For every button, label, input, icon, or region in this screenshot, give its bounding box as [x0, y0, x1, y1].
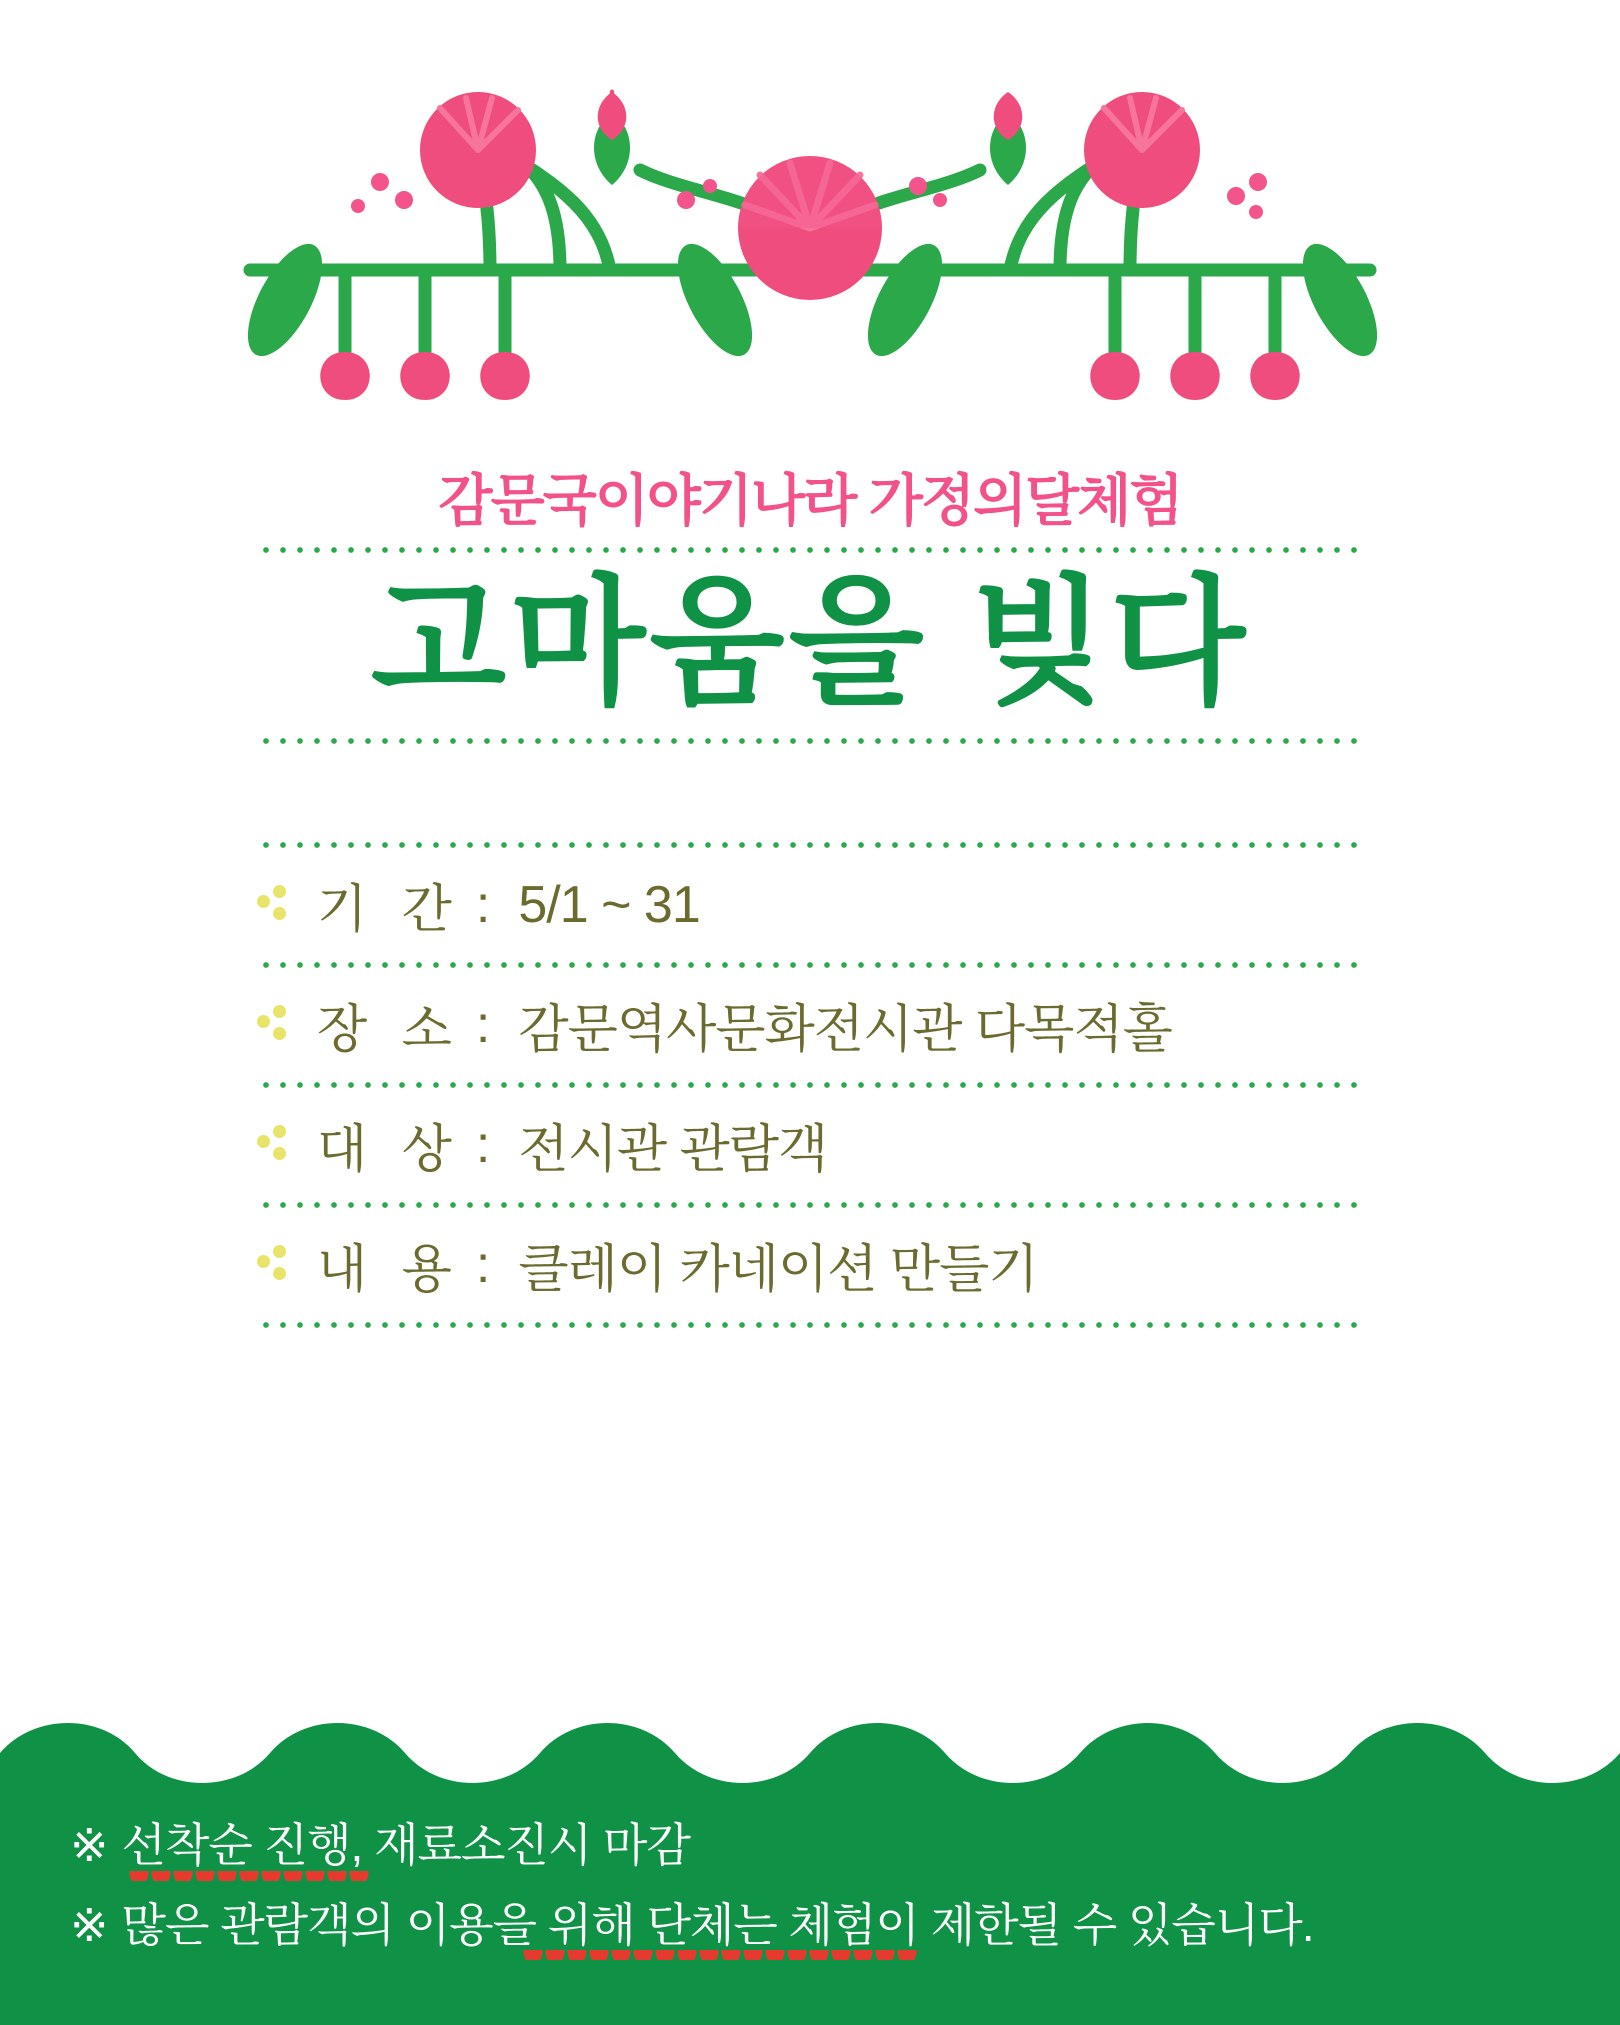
info-label: 내 용 — [317, 1241, 462, 1300]
flower-dot-icon — [255, 1123, 299, 1167]
notes-area — [0, 1795, 1620, 2025]
note-item — [70, 1897, 1620, 1955]
poster-subtitle: 감문국이야기나라 가정의달체험 — [438, 469, 1182, 532]
info-list — [255, 841, 1365, 1329]
flower-dot-icon — [255, 883, 299, 927]
info-row-place — [255, 969, 1365, 1081]
info-colon: : — [475, 995, 491, 1054]
note-text: 선착순 진행, 재료소진시 마감 — [122, 1817, 690, 1875]
poster-main-title: 고마움을 빚다 — [370, 563, 1250, 721]
flower-dot-icon — [255, 1243, 299, 1287]
carnation-flowers-vine-icon — [0, 0, 1620, 430]
dotted-divider-1 — [255, 961, 1365, 969]
dotted-divider-top — [255, 546, 1365, 554]
info-label: 대 상 — [317, 1121, 462, 1180]
dotted-divider-info-top — [255, 841, 1365, 849]
info-colon: : — [475, 1115, 491, 1174]
info-colon: : — [475, 875, 491, 934]
dotted-divider-3 — [255, 1201, 1365, 1209]
info-label: 기 간 — [317, 881, 462, 940]
flower-dot-icon — [255, 1003, 299, 1047]
dotted-divider-under-title — [255, 737, 1365, 745]
note-mark-icon: ※ — [70, 1819, 108, 1871]
top-illustration — [0, 0, 1620, 430]
note-text: 많은 관람객의 이용을 위해 단체는 체험이 제한될 수 있습니다. — [122, 1897, 1314, 1955]
info-value: 5/1 ~ 31 — [518, 875, 700, 934]
info-value: 클레이 카네이션 만들기 — [518, 1241, 1038, 1300]
note-mark-icon: ※ — [70, 1898, 108, 1951]
info-row-audience — [255, 1089, 1365, 1201]
bottom-section — [0, 1705, 1620, 2025]
info-value: 전시관 관람객 — [518, 1121, 828, 1180]
info-label: 장 소 — [317, 1001, 462, 1060]
info-value: 감문역사문화전시관 다목적홀 — [518, 1001, 1172, 1060]
dotted-divider-2 — [255, 1081, 1365, 1089]
wave-divider-icon — [0, 1705, 1620, 1795]
title-block — [0, 470, 1620, 745]
note-item — [70, 1817, 1620, 1875]
info-row-content — [255, 1209, 1365, 1321]
info-row-period — [255, 849, 1365, 961]
dotted-divider-4 — [255, 1321, 1365, 1329]
info-colon: : — [475, 1235, 491, 1294]
